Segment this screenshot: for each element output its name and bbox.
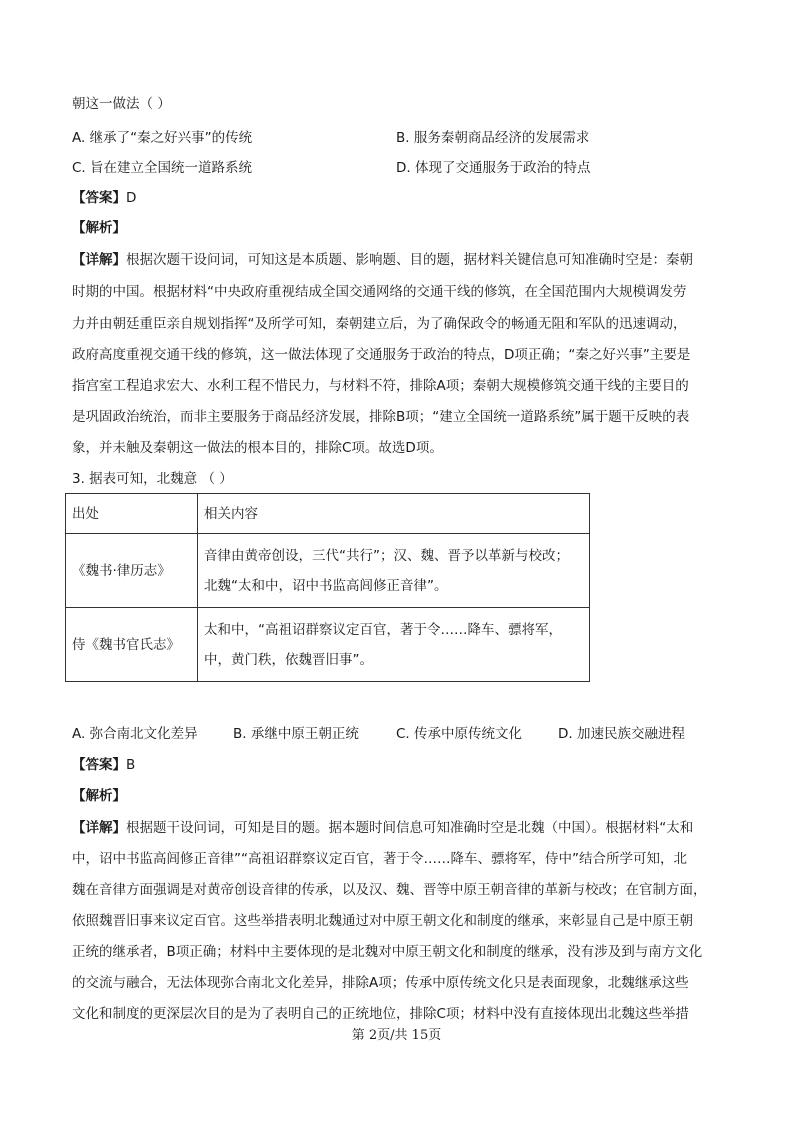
table-cell-line: 太和中，“高祖诏群察议定百官，著于令……降车、骠将军， [204, 621, 562, 638]
q3-answer [72, 755, 135, 775]
table-cell-content [198, 534, 590, 608]
q3-analysis-tag: 【解析】 [72, 788, 126, 804]
q2-detail-line-2: 时期的中国。根据材料“中央政府重视结成全国交通网络的交通干线的修筑，在全国范围内大规模调发劳 [72, 284, 687, 300]
table-header-row [66, 494, 590, 534]
q2-detail-line-4: 政府高度重视交通干线的修筑，这一做法体现了交通服务于政治的特点，D项正确；“秦之好兴事”主要是 [72, 347, 691, 363]
q3-detail-line-5: 正统的继承者，B项正确；材料中主要体现的是北魏对中原王朝文化和制度的继承，没有涉及到与南方文化 [72, 944, 703, 960]
q2-detail-line-7: 象，并未触及秦朝这一做法的根本目的，排除C项。故选D项。 [72, 440, 443, 456]
q3-detail-line-7: 文化和制度的更深层次目的是为了表明自己的正统地位，排除C项；材料中没有直接体现出北魏这些举措 [72, 1006, 689, 1022]
q2-detail-line-6: 是巩固政治统治，而非主要服务于商品经济发展，排除B项；“建立全国统一道路系统”属于题干反映的表 [72, 409, 690, 425]
q3-detail-text-1: 根据题干设问词，可知是目的题。据本题时间信息可知准确时空是北魏（中国）。根据材料“太和 [126, 820, 694, 836]
q3-answer-value: B [126, 757, 136, 773]
q2-option-d: D. 体现了交通服务于政治的特点 [396, 160, 591, 176]
q3-option-a: A. 弥合南北文化差异 [72, 726, 198, 742]
q2-detail-tag: 【详解】 [72, 252, 126, 268]
table-cell-source: 侍《魏书官氏志》 [66, 608, 198, 682]
q3-option-d: D. 加速民族交融进程 [558, 726, 685, 742]
table-cell-line: 北魏“太和中，诏中书监高闾修正音律”。 [204, 577, 448, 594]
q2-option-a: A. 继承了“秦之好兴事”的传统 [72, 130, 253, 146]
q2-answer-value: D [126, 190, 137, 206]
q3-detail-line-1 [72, 818, 693, 838]
q3-option-b: B. 承继中原王朝正统 [233, 726, 359, 742]
q2-answer [72, 188, 136, 208]
q2-detail-line-1 [72, 250, 693, 270]
source-table [65, 493, 590, 682]
q3-option-c: C. 传承中原传统文化 [396, 726, 523, 742]
q2-option-b: B. 服务秦朝商品经济的发展需求 [396, 130, 590, 146]
q2-detail-line-3: 力并由朝廷重臣亲自规划指挥“及所学可知，秦朝建立后，为了确保政令的畅通无阻和军队的迅速调动， [72, 316, 687, 332]
q3-detail-line-3: 魏在音律方面强调是对黄帝创设音律的传承，以及汉、魏、晋等中原王朝音律的革新与校改；在官制方面， [72, 882, 707, 898]
q3-detail-line-6: 的交流与融合，无法体现弥合南北文化差异，排除A项；传承中原传统文化只是表面现象，北魏继承这些 [72, 975, 689, 991]
q2-analysis-tag: 【解析】 [72, 220, 126, 236]
q3-answer-tag: 【答案】 [72, 757, 126, 773]
table-cell-line: 音律由黄帝创设，三代“共行”；汉、魏、晋予以革新与校改； [204, 547, 569, 564]
table-row [66, 608, 590, 682]
page-footer: 第 2页/共 15页 [351, 1028, 442, 1043]
q3-detail-line-4: 依照魏晋旧事来议定百官。这些举措表明北魏通过对中原王朝文化和制度的继承，来彰显自己是中原王朝 [72, 913, 693, 929]
q3-stem: 3. 据表可知，北魏意 （ ） [72, 471, 233, 487]
q2-detail-line-5: 指宫室工程追求宏大、水利工程不惜民力，与材料不符，排除A项；秦朝大规模修筑交通干线的主要目的 [72, 378, 689, 394]
table-cell-source: 《魏书·律历志》 [66, 534, 198, 608]
q2-stem-tail: 朝这一做法（ ） [72, 96, 171, 112]
q2-detail-text-1: 根据次题干设问词，可知这是本质题、影响题、目的题，据材料关键信息可知准确时空是：秦朝 [126, 252, 693, 268]
q2-answer-tag: 【答案】 [72, 190, 126, 206]
table-cell-line: 中，黄门秩，依魏晋旧事”。 [204, 651, 373, 668]
q3-detail-line-2: 中，诏中书监高闾修正音律”“高祖诏群察议定百官，著于令……降车、骠将军，侍中”结合所学可知，北 [72, 851, 687, 867]
table-cell-content [198, 608, 590, 682]
table-row [66, 534, 590, 608]
q2-option-c: C. 旨在建立全国统一道路系统 [72, 160, 253, 176]
table-header-source: 出处 [66, 494, 198, 534]
table-header-content: 相关内容 [198, 494, 590, 534]
q3-detail-tag: 【详解】 [72, 820, 126, 836]
